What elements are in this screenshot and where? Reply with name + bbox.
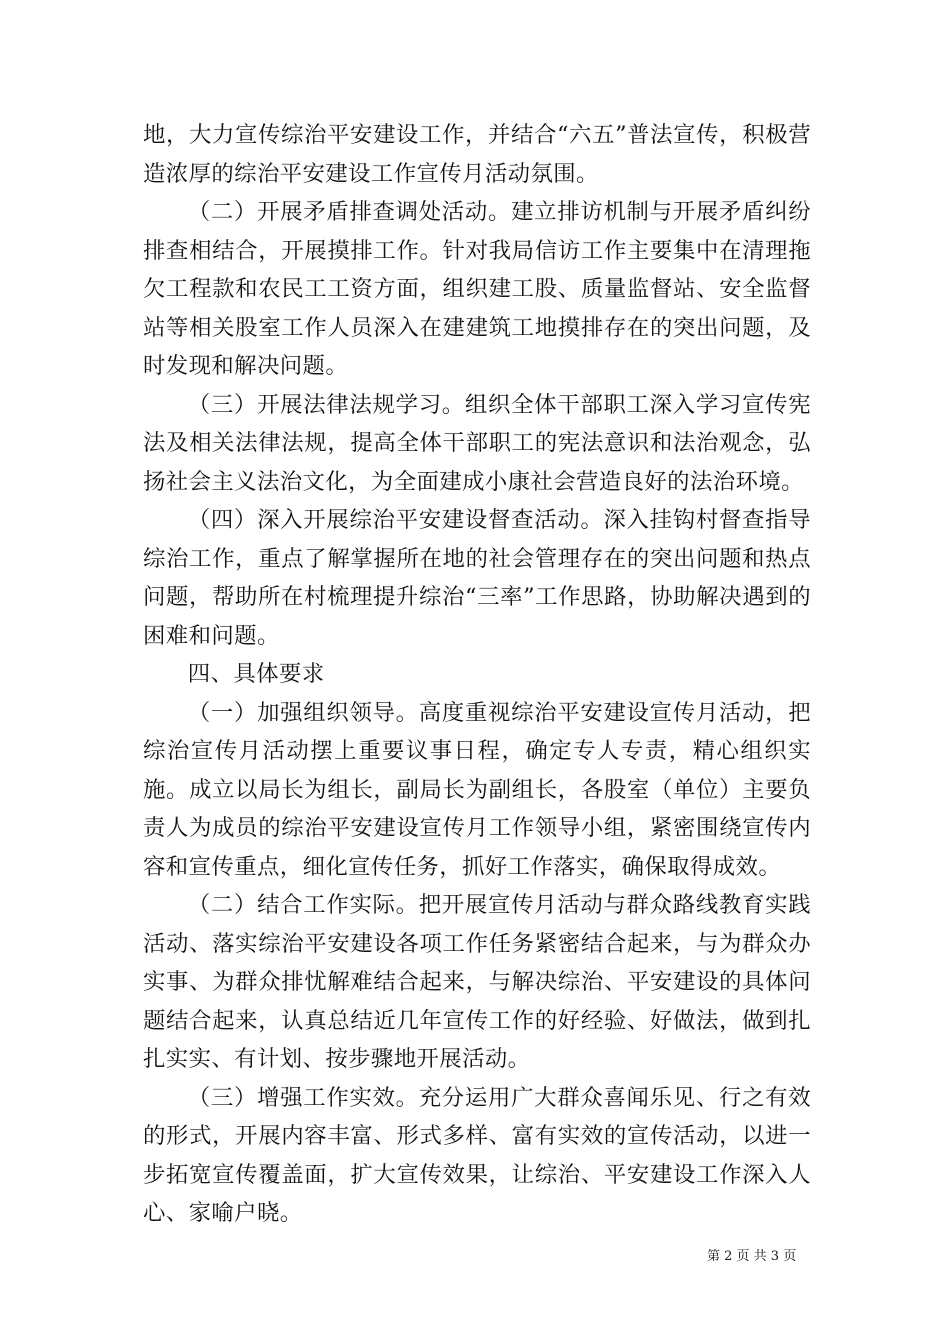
- page-number-footer: 第 2 页 共 3 页: [707, 1249, 797, 1264]
- paragraph-item-3-law-study: （三）开展法律法规学习。组织全体干部职工深入学习宣传宪法及相关法律法规，提高全体干部职工的宪法意识和法治观念，弘扬社会主义法治文化，为全面建成小康社会营造良好的法治环境。: [143, 391, 811, 495]
- paragraph-item-2-conflict-investigation: （二）开展矛盾排查调处活动。建立排访机制与开展矛盾纠纷排查相结合，开展摸排工作。针对我局信访工作主要集中在清理拖欠工程款和农民工工资方面，组织建工股、质量监督站、安全监督站等相关股室工作人员深入在建建筑工地摸排存在的突出问题，及时发现和解决问题。: [143, 199, 811, 379]
- document-body: [143, 116, 811, 1233]
- paragraph-item-4-supervision: （四）深入开展综治平安建设督查活动。深入挂钩村督查指导综治工作，重点了解掌握所在地的社会管理存在的突出问题和热点问题，帮助所在村梳理提升综治“三率”工作思路，协助解决遇到的困难和问题。: [143, 507, 811, 649]
- paragraph-continuation: 地，大力宣传综治平安建设工作，并结合“六五”普法宣传，积极营造浓厚的综治平安建设工作宣传月活动氛围。: [143, 122, 811, 187]
- paragraph-requirement-3-effectiveness: （三）增强工作实效。充分运用广大群众喜闻乐见、行之有效的形式，开展内容丰富、形式多样、富有实效的宣传活动，以进一步拓宽宣传覆盖面，扩大宣传效果，让综治、平安建设工作深入人心、家喻户晓。: [143, 1084, 811, 1226]
- paragraph-requirement-2-practice: （二）结合工作实际。把开展宣传月活动与群众路线教育实践活动、落实综治平安建设各项工作任务紧密结合起来，与为群众办实事、为群众排忧解难结合起来，与解决综治、平安建设的具体问题结合起来，认真总结近几年宣传工作的好经验、好做法，做到扎扎实实、有计划、按步骤地开展活动。: [143, 892, 811, 1072]
- paragraph-requirement-1-leadership: （一）加强组织领导。高度重视综治平安建设宣传月活动，把综治宣传月活动摆上重要议事日程，确定专人专责，精心组织实施。成立以局长为组长，副局长为副组长，各股室（单位）主要负责人为成员的综治平安建设宣传月工作领导小组，紧密围绕宣传内容和宣传重点，细化宣传任务，抓好工作落实，确保取得成效。: [143, 699, 811, 880]
- section-heading-requirements: 四、具体要求: [187, 661, 325, 687]
